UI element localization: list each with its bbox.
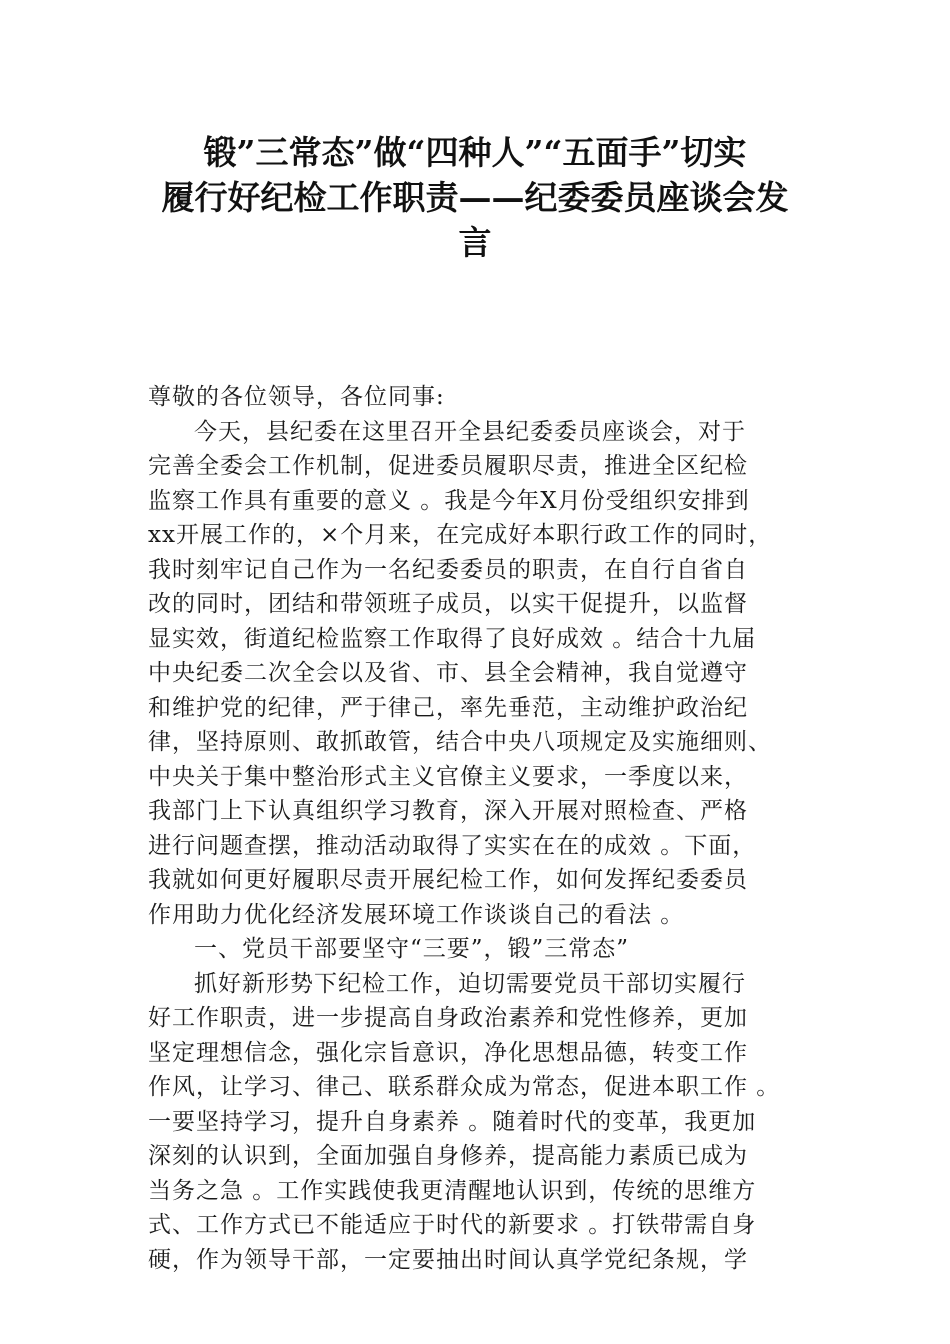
- paragraph-line: 当务之急 。工作实践使我更清醒地认识到，传统的思维方: [148, 1177, 757, 1204]
- salutation: 尊敬的各位领导，各位同事:: [148, 384, 445, 410]
- paragraph-line: 完善全委会工作机制，促进委员履职尽责，推进全区纪检: [148, 453, 748, 479]
- paragraph-line: 式、工作方式已不能适应于时代的新要求 。打铁带需自身: [148, 1212, 757, 1238]
- paragraph-line: 和维护党的纪律，严于律己，率先垂范，主动维护政治纪: [148, 694, 748, 721]
- paragraph-line: 显实效，街道纪检监察工作取得了良好成效 。结合十九届: [148, 625, 757, 652]
- paragraph-line: 我就如何更好履职尽责开展纪检工作，如何发挥纪委委员: [148, 867, 748, 893]
- paragraph-line: 作用助力优化经济发展环境工作谈谈自己的看法 。: [148, 901, 685, 928]
- paragraph-line: 进行问题查摆，推动活动取得了实实在在的成效 。下面，: [148, 832, 757, 859]
- title-line: 履行好纪检工作职责——纪委委员座谈会发: [161, 178, 789, 217]
- title-line: 锻”三常态”做“四种人”“五面手”切实: [203, 133, 747, 172]
- paragraph-line: 硬，作为领导干部，一定要抽出时间认真学党纪条规，学: [148, 1246, 748, 1273]
- paragraph-line: 我时刻牢记自己作为一名纪委委员的职责，在自行自省自: [148, 556, 748, 583]
- paragraph-line: 一要坚持学习，提升自身素养 。随着时代的变革，我更加: [148, 1108, 757, 1135]
- paragraph-line: 律，坚持原则、敢抓敢管，结合中央八项规定及实施细则、: [148, 729, 772, 755]
- paragraph-line: 中央纪委二次全会以及省、市、县全会精神，我自觉遵守: [148, 660, 748, 686]
- paragraph-line: 深刻的认识到，全面加强自身修养，提高能力素质已成为: [148, 1143, 748, 1169]
- paragraph-line: 监察工作具有重要的意义 。我是今年X月份受组织安排到: [148, 487, 750, 514]
- document-title: [140, 130, 810, 265]
- paragraph-line: 改的同时，团结和带领班子成员，以实干促提升，以监督: [148, 591, 748, 617]
- paragraph-line: 作风，让学习、律己、联系群众成为常态，促进本职工作 。: [148, 1074, 781, 1100]
- paragraph-line: 坚定理想信念，强化宗旨意识，净化思想品德，转变工作: [148, 1039, 748, 1066]
- paragraph-line: 抓好新形势下纪检工作，迫切需要党员干部切实履行: [194, 970, 746, 997]
- paragraph-line: xx开展工作的，×个月来，在完成好本职行政工作的同时，: [148, 522, 773, 548]
- paragraph-line: 今天，县纪委在这里召开全县纪委委员座谈会，对于: [194, 418, 746, 445]
- document-body: [148, 380, 808, 1277]
- title-line: 言: [458, 223, 492, 262]
- paragraph-line: 中央关于集中整治形式主义官僚主义要求，一季度以来，: [148, 763, 748, 790]
- paragraph-line: 好工作职责，进一步提高自身政治素养和党性修养，更加: [148, 1005, 748, 1031]
- section-heading: 一、党员干部要坚守“三要”，锻”三常态”: [194, 936, 630, 962]
- paragraph-line: 我部门上下认真组织学习教育，深入开展对照检查、严格: [148, 798, 748, 824]
